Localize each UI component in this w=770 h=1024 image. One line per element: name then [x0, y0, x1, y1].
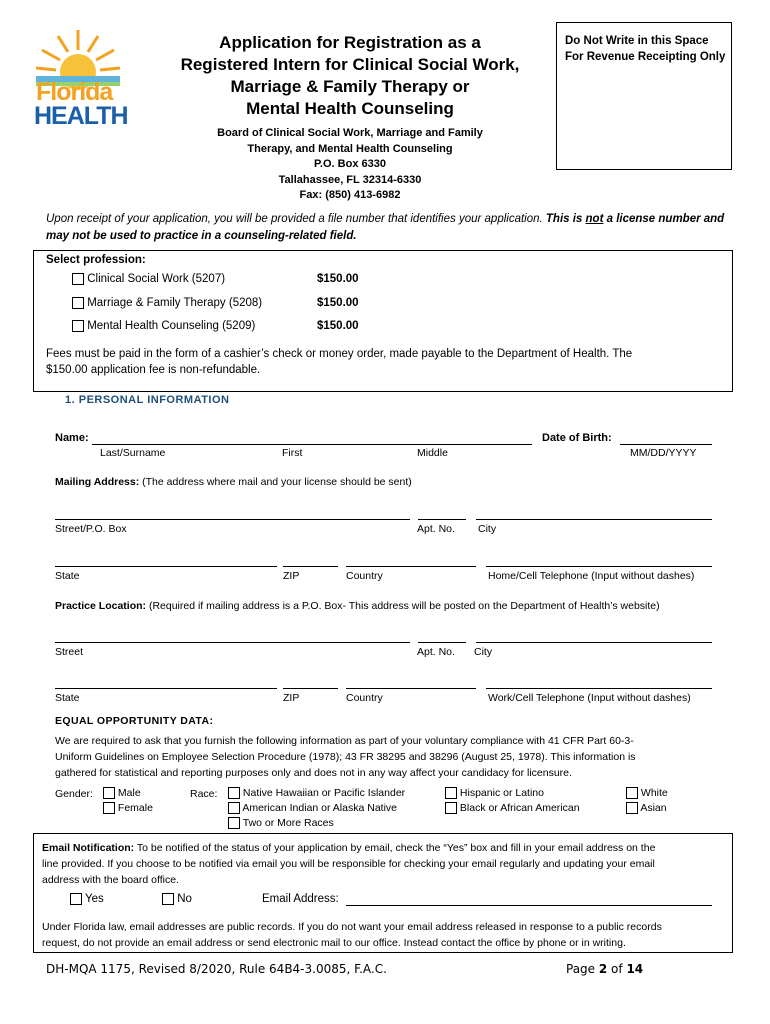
cap-middle: Middle: [417, 447, 448, 459]
section-heading-personal: 1. PERSONAL INFORMATION: [65, 394, 230, 406]
profession-option-mhc[interactable]: Mental Health Counseling (5209): [72, 320, 255, 332]
email-address-label: Email Address:: [262, 893, 339, 905]
cap-work-phone: Work/Cell Telephone (Input without dashes): [488, 692, 691, 704]
cap-home-phone: Home/Cell Telephone (Input without dashes): [488, 570, 695, 582]
cap-first: First: [282, 447, 303, 459]
checkbox[interactable]: [103, 802, 115, 814]
cap-apt-2: Apt. No.: [417, 646, 455, 658]
checkbox[interactable]: [626, 802, 638, 814]
gender-female[interactable]: Female: [103, 802, 153, 814]
eeo-heading: EQUAL OPPORTUNITY DATA:: [55, 715, 214, 727]
dob-input[interactable]: [620, 444, 712, 445]
checkbox[interactable]: [445, 802, 457, 814]
gender-label: Gender:: [55, 788, 93, 800]
checkbox[interactable]: [228, 817, 240, 829]
checkbox[interactable]: [103, 787, 115, 799]
race-white[interactable]: White: [626, 787, 668, 799]
cap-country: Country: [346, 570, 383, 582]
dob-label: Date of Birth:: [542, 432, 612, 444]
work-phone-input[interactable]: [486, 688, 712, 689]
cap-apt: Apt. No.: [417, 523, 455, 535]
email-yes-option[interactable]: Yes: [70, 893, 104, 905]
mailing-zip-input[interactable]: [283, 566, 338, 567]
cap-country-2: Country: [346, 692, 383, 704]
mailing-city-input[interactable]: [476, 519, 712, 520]
checkbox[interactable]: [162, 893, 174, 905]
practice-apt-input[interactable]: [418, 642, 466, 643]
checkbox[interactable]: [445, 787, 457, 799]
checkbox[interactable]: [72, 297, 84, 309]
fee-mhc: $150.00: [317, 320, 359, 332]
profession-option-csw[interactable]: Clinical Social Work (5207): [72, 273, 225, 285]
cap-zip: ZIP: [283, 570, 300, 582]
checkbox[interactable]: [626, 787, 638, 799]
checkbox[interactable]: [70, 893, 82, 905]
eeo-paragraph: We are required to ask that you furnish the following information as part of your voluntary compliance with 41 CFR Part 60-3- Uniform Guidelines on Employee Selection Procedure (1978); 43 FR 38295 and 38296 (August 25, 1978). This information is gathered for statistical and reporting purposes only and does not in any way affect your candidacy for licensure.: [55, 735, 636, 779]
practice-location-label: Practice Location: (Required if mailing address is a P.O. Box- This address will be posted on the Department of Health’s website): [55, 600, 660, 612]
revenue-receipting-box: Do Not Write in this Space For Revenue Receipting Only: [556, 22, 732, 170]
practice-state-input[interactable]: [55, 688, 277, 689]
form-id-footer: DH-MQA 1175, Revised 8/2020, Rule 64B4-3.0085, F.A.C.: [46, 962, 387, 976]
practice-city-input[interactable]: [476, 642, 712, 643]
name-label: Name:: [55, 432, 89, 444]
email-address-input[interactable]: [346, 905, 712, 906]
mailing-apt-input[interactable]: [418, 519, 466, 520]
cap-street: Street: [55, 646, 84, 658]
mailing-address-label: Mailing Address: (The address where mail and your license should be sent): [55, 476, 412, 488]
cap-dob: MM/DD/YYYY: [630, 447, 697, 459]
fee-csw: $150.00: [317, 273, 359, 285]
page-number: Page 2 of 14: [566, 962, 644, 976]
practice-zip-input[interactable]: [283, 688, 338, 689]
checkbox[interactable]: [72, 273, 84, 285]
cap-last: Last/Surname: [100, 447, 166, 459]
logo-florida-text: Florida: [36, 78, 113, 106]
practice-street-input[interactable]: [55, 642, 410, 643]
cap-state-2: State: [55, 692, 80, 704]
cap-state: State: [55, 570, 80, 582]
checkbox[interactable]: [228, 802, 240, 814]
practice-country-input[interactable]: [346, 688, 476, 689]
email-notification-text: Email Notification: To be notified of the status of your application by email, check the “Yes” box and fill in your email address on the line provided. If you choose to be notified via email you will be responsible for checking your email regularly and updating your email address with the board office.: [42, 842, 656, 886]
race-asian[interactable]: Asian: [626, 802, 667, 814]
mailing-state-input[interactable]: [55, 566, 277, 567]
form-title: Application for Registration as a Registered Intern for Clinical Social Work, Marriage & Family Therapy or Mental Health Counseling: [180, 33, 520, 118]
fee-note: Fees must be paid in the form of a cashier’s check or money order, made payable to the Department of Health. The $150.00 application fee is non-refundable.: [46, 348, 633, 376]
checkbox[interactable]: [72, 320, 84, 332]
logo-health-text: HEALTH: [34, 102, 128, 130]
mailing-street-input[interactable]: [55, 519, 410, 520]
name-input[interactable]: [92, 444, 532, 445]
race-two-or-more[interactable]: Two or More Races: [228, 817, 334, 829]
home-phone-input[interactable]: [486, 566, 712, 567]
race-hispanic[interactable]: Hispanic or Latino: [445, 787, 544, 799]
race-black[interactable]: Black or African American: [445, 802, 580, 814]
board-address: Board of Clinical Social Work, Marriage and Family Therapy, and Mental Health Counseling P.O. Box 6330 Tallahassee, FL 32314-6330 Fax: (850) 413-6982: [217, 127, 483, 201]
gender-male[interactable]: Male: [103, 787, 141, 799]
fee-mft: $150.00: [317, 297, 359, 309]
intro-notice: Upon receipt of your application, you will be provided a file number that identifies your application. This is not a license number and may not be used to practice in a counseling-related field.: [46, 213, 725, 242]
florida-health-logo: [28, 20, 128, 130]
cap-city: City: [478, 523, 497, 535]
checkbox[interactable]: [228, 787, 240, 799]
cap-city-2: City: [474, 646, 493, 658]
cap-zip-2: ZIP: [283, 692, 300, 704]
mailing-country-input[interactable]: [346, 566, 476, 567]
cap-street-po: Street/P.O. Box: [55, 523, 127, 535]
profession-option-mft[interactable]: Marriage & Family Therapy (5208): [72, 297, 262, 309]
race-native-hawaiian[interactable]: Native Hawaiian or Pacific Islander: [228, 787, 405, 799]
select-profession-label: Select profession:: [46, 254, 146, 266]
race-american-indian[interactable]: American Indian or Alaska Native: [228, 802, 397, 814]
email-no-option[interactable]: No: [162, 893, 192, 905]
public-records-notice: Under Florida law, email addresses are public records. If you do not want your email address released in response to a public records request, do not provide an email address or send electronic mail to our office. Instead contact the office by phone or in writing.: [42, 921, 662, 949]
race-label: Race:: [190, 788, 218, 800]
